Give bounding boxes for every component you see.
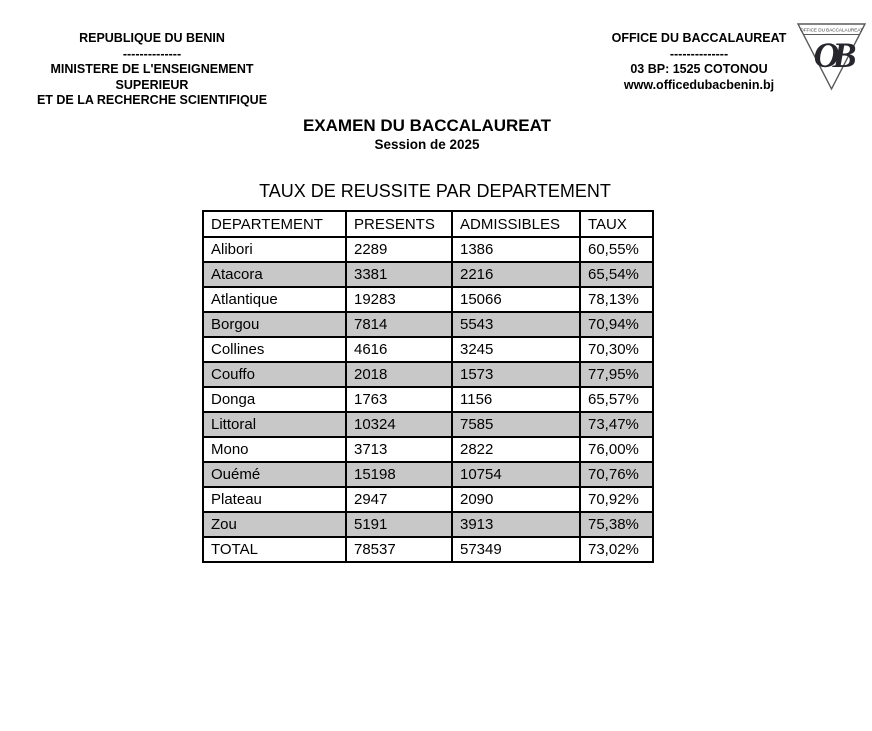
cell-admissibles: 1573 xyxy=(452,362,580,387)
republique-line: REPUBLIQUE DU BENIN xyxy=(79,31,225,45)
cell-taux: 60,55% xyxy=(580,237,653,262)
results-table-body xyxy=(203,237,653,562)
cell-presents: 5191 xyxy=(346,512,452,537)
cell-taux: 76,00% xyxy=(580,437,653,462)
table-row xyxy=(203,337,653,362)
header-right-divider: -------------- xyxy=(669,46,729,61)
results-table-container xyxy=(202,210,654,563)
table-row xyxy=(203,487,653,512)
table-row xyxy=(203,362,653,387)
table-row xyxy=(203,437,653,462)
document-subtitle: Session de 2025 xyxy=(374,137,480,152)
cell-presents: 2289 xyxy=(346,237,452,262)
table-row xyxy=(203,387,653,412)
cell-departement: Plateau xyxy=(203,487,346,512)
cell-departement: TOTAL xyxy=(203,537,346,562)
cell-taux: 70,94% xyxy=(580,312,653,337)
cell-admissibles: 57349 xyxy=(452,537,580,562)
cell-admissibles: 3913 xyxy=(452,512,580,537)
header-left-block xyxy=(21,31,283,109)
cell-presents: 3381 xyxy=(346,262,452,287)
cell-admissibles: 5543 xyxy=(452,312,580,337)
ministere-line: MINISTERE DE L'ENSEIGNEMENT xyxy=(50,62,254,77)
logo-monogram: OB xyxy=(813,35,850,75)
cell-presents: 3713 xyxy=(346,437,452,462)
cell-taux: 70,76% xyxy=(580,462,653,487)
cell-presents: 7814 xyxy=(346,312,452,337)
total-row xyxy=(203,537,653,562)
results-table xyxy=(202,210,654,563)
cell-presents: 2018 xyxy=(346,362,452,387)
cell-presents: 1763 xyxy=(346,387,452,412)
cell-admissibles: 10754 xyxy=(452,462,580,487)
cell-admissibles: 1156 xyxy=(452,387,580,412)
header-left-divider: -------------- xyxy=(122,46,182,61)
cell-taux: 77,95% xyxy=(580,362,653,387)
table-row xyxy=(203,237,653,262)
cell-departement: Atacora xyxy=(203,262,346,287)
header-right-block xyxy=(588,31,810,93)
cell-admissibles: 1386 xyxy=(452,237,580,262)
column-header-presents: PRESENTS xyxy=(346,211,452,237)
cell-presents: 15198 xyxy=(346,462,452,487)
cell-admissibles: 7585 xyxy=(452,412,580,437)
cell-departement: Couffo xyxy=(203,362,346,387)
column-header-departement: DEPARTEMENT xyxy=(203,211,346,237)
cell-departement: Zou xyxy=(203,512,346,537)
cell-taux: 70,30% xyxy=(580,337,653,362)
cell-admissibles: 3245 xyxy=(452,337,580,362)
office-line: OFFICE DU BACCALAUREAT xyxy=(611,31,787,45)
cell-presents: 78537 xyxy=(346,537,452,562)
logo-band-text: OFFICE DU BACCALAUREAT xyxy=(800,27,863,33)
cell-taux: 70,92% xyxy=(580,487,653,512)
column-header-admissibles: ADMISSIBLES xyxy=(452,211,580,237)
column-header-taux: TAUX xyxy=(580,211,653,237)
document-title: EXAMEN DU BACCALAUREAT xyxy=(302,116,552,135)
address-line: 03 BP: 1525 COTONOU xyxy=(630,62,768,77)
cell-departement: Littoral xyxy=(203,412,346,437)
cell-departement: Donga xyxy=(203,387,346,412)
cell-admissibles: 2090 xyxy=(452,487,580,512)
cell-departement: Ouémé xyxy=(203,462,346,487)
cell-admissibles: 2822 xyxy=(452,437,580,462)
table-header-row xyxy=(203,211,653,237)
table-title: TAUX DE REUSSITE PAR DEPARTEMENT xyxy=(259,181,611,201)
cell-presents: 19283 xyxy=(346,287,452,312)
cell-presents: 2947 xyxy=(346,487,452,512)
table-row xyxy=(203,512,653,537)
table-row xyxy=(203,312,653,337)
cell-presents: 4616 xyxy=(346,337,452,362)
cell-admissibles: 15066 xyxy=(452,287,580,312)
cell-taux: 75,38% xyxy=(580,512,653,537)
cell-departement: Mono xyxy=(203,437,346,462)
cell-taux: 65,57% xyxy=(580,387,653,412)
table-row xyxy=(203,262,653,287)
cell-taux: 73,02% xyxy=(580,537,653,562)
cell-taux: 73,47% xyxy=(580,412,653,437)
website-line: www.officedubacbenin.bj xyxy=(623,77,775,92)
cell-presents: 10324 xyxy=(346,412,452,437)
table-row xyxy=(203,412,653,437)
cell-departement: Borgou xyxy=(203,312,346,337)
recherche-line: ET DE LA RECHERCHE SCIENTIFIQUE xyxy=(36,93,268,108)
cell-admissibles: 2216 xyxy=(452,262,580,287)
office-baccalaureat-logo-icon xyxy=(795,21,868,92)
logo-triangle-icon xyxy=(795,21,868,92)
cell-taux: 65,54% xyxy=(580,262,653,287)
cell-departement: Atlantique xyxy=(203,287,346,312)
cell-departement: Alibori xyxy=(203,237,346,262)
cell-taux: 78,13% xyxy=(580,287,653,312)
superieur-line: SUPERIEUR xyxy=(115,77,189,92)
cell-departement: Collines xyxy=(203,337,346,362)
table-row xyxy=(203,287,653,312)
table-row xyxy=(203,462,653,487)
